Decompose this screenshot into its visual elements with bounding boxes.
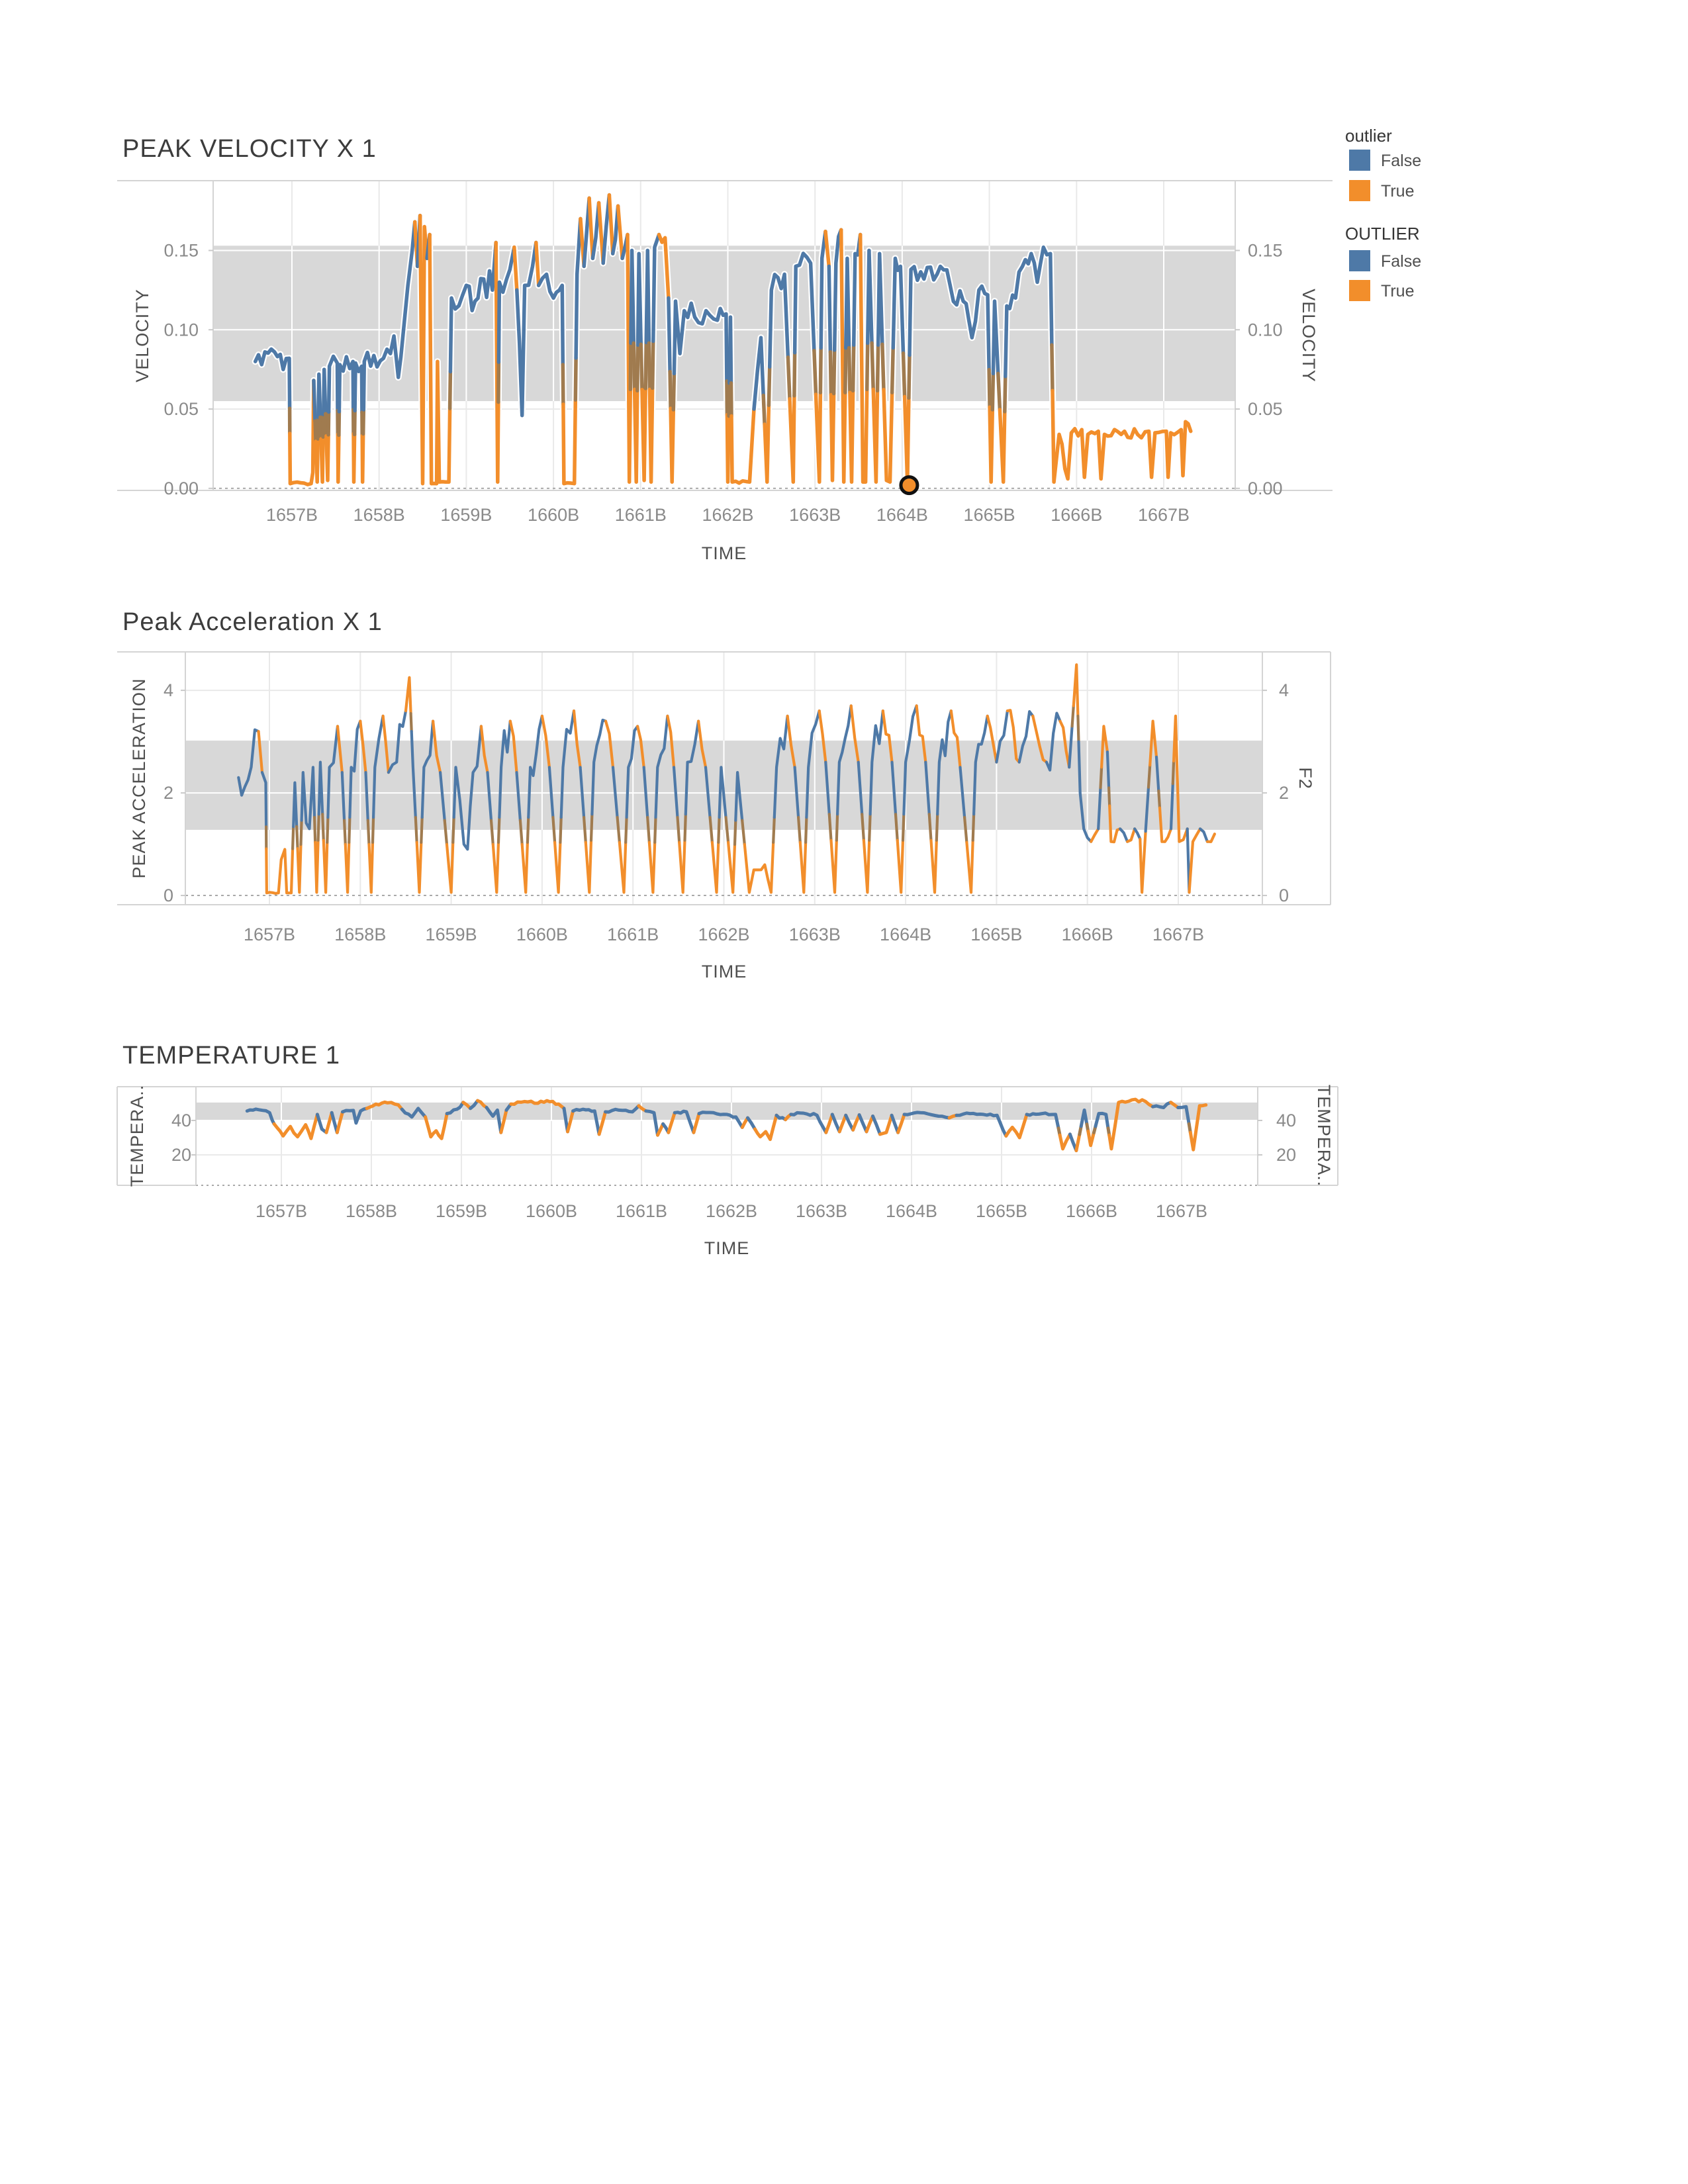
series-segment-blend [416, 817, 417, 842]
series-segment-blend [1173, 761, 1174, 784]
series-segment-blend [1052, 345, 1053, 390]
series-segment-blend [1158, 791, 1160, 808]
y-tick-label-right: 0.15 [1248, 240, 1283, 261]
x-tick-label: 1666B [1051, 505, 1103, 525]
series-segment-true [536, 243, 539, 286]
x-axis-title: TIME [701, 962, 747, 981]
series-segment-blend [450, 372, 451, 409]
series-segment-blend [591, 814, 592, 840]
series-segment-false [631, 250, 633, 343]
y-axis-title-left: TEMPERA.. [127, 1084, 147, 1187]
series-segment-true [898, 841, 903, 893]
series-segment-blend [322, 814, 324, 840]
series-segment-false [1171, 784, 1173, 829]
series-segment-blend [318, 814, 319, 840]
series-segment-true [326, 435, 328, 480]
legend-label[interactable]: False [1381, 252, 1422, 271]
series-segment-blend [630, 343, 631, 389]
series-segment-true [990, 407, 992, 482]
y-tick-label-right: 20 [1276, 1144, 1297, 1165]
series-segment-blend [904, 353, 905, 397]
y-tick-label-left: 0.05 [164, 399, 199, 420]
series-segment-true [905, 396, 909, 483]
series-segment-true [642, 388, 645, 480]
chart-title: Peak Acceleration X 1 [122, 608, 383, 636]
series-segment-true [298, 844, 301, 893]
x-tick-label: 1659B [425, 925, 477, 944]
series-segment-false [1135, 829, 1140, 839]
series-segment-true [864, 841, 869, 893]
series-segment-false [729, 317, 731, 383]
x-tick-label: 1662B [702, 505, 754, 525]
y-tick-label-left: 20 [171, 1144, 191, 1165]
series-segment-blend [1005, 377, 1006, 412]
series-segment-blend [368, 821, 369, 844]
series-segment-blend [731, 383, 732, 416]
x-tick-label: 1663B [789, 505, 841, 525]
y-tick-label-right: 2 [1279, 783, 1289, 803]
series-segment-blend [363, 410, 364, 434]
x-tick-label: 1658B [334, 925, 387, 944]
legend-item-outlier-upper-false[interactable] [1349, 250, 1421, 271]
x-tick-label: 1667B [1155, 1201, 1208, 1221]
legend [1345, 126, 1421, 301]
series-segment-true [1127, 829, 1135, 841]
x-tick-label: 1660B [525, 1201, 578, 1221]
series-segment-blend [575, 358, 576, 400]
series-segment-blend [845, 348, 846, 393]
legend-item-outlier-upper-true[interactable] [1349, 280, 1414, 301]
plot-area-temperature [117, 1084, 1338, 1221]
series-segment-blend [853, 345, 854, 390]
series-segment-true [727, 415, 729, 482]
series-segment-blend [718, 817, 719, 842]
series-segment-blend [327, 817, 328, 842]
series-segment-blend [645, 342, 646, 388]
series-segment-blend [882, 344, 884, 390]
series-segment-blend [315, 421, 316, 441]
series-segment-true [728, 842, 735, 893]
series-segment-blend [520, 821, 522, 844]
x-tick-label: 1665B [970, 925, 1023, 944]
series-segment-true [635, 389, 637, 482]
chart-peak-velocity [117, 135, 1333, 563]
series-segment-blend [678, 817, 680, 842]
legend-label[interactable]: False [1381, 152, 1422, 170]
series-segment-blend [301, 821, 302, 844]
series-segment-true [966, 841, 972, 893]
x-tick-label: 1657B [255, 1201, 308, 1221]
series-segment-blend [421, 817, 422, 842]
series-segment-true [555, 842, 560, 893]
series-segment-blend [673, 373, 674, 410]
x-tick-label: 1659B [435, 1201, 488, 1221]
series-segment-blend [633, 343, 634, 389]
x-tick-label: 1664B [885, 1201, 938, 1221]
y-axis-title-left: VELOCITY [132, 289, 152, 383]
series-segment-blend [820, 348, 821, 393]
series-segment-true [362, 434, 363, 482]
series-segment-blend [1101, 767, 1102, 788]
series-segment-blend [862, 814, 864, 840]
x-tick-label: 1657B [243, 925, 296, 944]
y-tick-label-right: 4 [1279, 680, 1289, 701]
x-tick-label: 1662B [705, 1201, 758, 1221]
series-segment-true [650, 388, 653, 482]
highlighted-point[interactable] [901, 477, 917, 494]
series-segment-blend [320, 418, 321, 439]
series-segment-true [315, 841, 318, 893]
series-segment-blend [830, 352, 831, 395]
series-segment-blend [349, 817, 350, 842]
series-segment-blend [560, 817, 561, 842]
x-tick-label: 1660B [528, 505, 580, 525]
series-segment-blend [903, 814, 904, 840]
series-segment-true [831, 841, 837, 893]
y-tick-label-right: 0.00 [1248, 478, 1283, 498]
y-tick-label-left: 2 [163, 783, 173, 803]
series-segment-blend [867, 343, 868, 389]
series-segment-false [314, 381, 315, 421]
y-tick-label-left: 40 [171, 1110, 191, 1130]
series-segment-blend [929, 814, 931, 840]
series-segment-false [868, 250, 872, 343]
y-axis-title-left: PEAK ACCELERATION [129, 678, 149, 879]
y-tick-label-left: 0.10 [164, 320, 199, 340]
x-tick-label: 1663B [795, 1201, 848, 1221]
series-segment-blend [798, 817, 800, 842]
series-segment-false [669, 298, 670, 371]
series-segment-blend [647, 817, 649, 842]
series-segment-true [1207, 834, 1215, 842]
y-axis-title-right: VELOCITY [1299, 289, 1319, 383]
y-axis-title-right: TEMPERA.. [1314, 1084, 1334, 1187]
series-segment-blend [314, 817, 315, 842]
x-tick-label: 1665B [963, 505, 1015, 525]
x-axis-title: TIME [701, 543, 747, 563]
series-segment-true [316, 439, 318, 482]
series-segment-blend [788, 357, 790, 399]
series-segment-true [1091, 829, 1098, 841]
series-segment-true [353, 434, 355, 482]
x-tick-label: 1666B [1065, 1201, 1118, 1221]
series-segment-true [671, 408, 673, 482]
plot-area-acceleration [117, 652, 1331, 944]
series-segment-false [293, 783, 297, 827]
series-segment-false [1107, 752, 1109, 788]
series-segment-blend [872, 343, 873, 389]
series-segment-true [324, 841, 328, 893]
series-segment-blend [641, 344, 642, 390]
legend-label[interactable]: True [1381, 282, 1415, 300]
series-segment-blend [892, 348, 894, 393]
x-tick-label: 1664B [876, 505, 928, 525]
series-segment-true [679, 841, 684, 893]
x-tick-label: 1657B [265, 505, 318, 525]
y-tick-label-right: 40 [1276, 1110, 1297, 1130]
series-segment-blend [998, 373, 1000, 410]
x-tick-label: 1664B [880, 925, 932, 944]
series-segment-true [563, 400, 575, 484]
x-tick-label: 1660B [516, 925, 568, 944]
series-segment-true [369, 842, 373, 893]
series-segment-blend [773, 817, 774, 842]
x-tick-label: 1665B [975, 1201, 1028, 1221]
series-segment-true [649, 842, 655, 893]
series-segment-true [586, 841, 591, 893]
x-tick-label: 1666B [1061, 925, 1113, 944]
x-tick-label: 1658B [345, 1201, 398, 1221]
y-tick-label-right: 0.05 [1248, 399, 1283, 420]
legend-title-outlier: outlier [1345, 126, 1392, 146]
legend-item-outlier-false[interactable] [1349, 150, 1421, 171]
series-segment-true [873, 389, 877, 482]
series-segment-true [346, 842, 350, 893]
x-tick-label: 1662B [698, 925, 750, 944]
series-segment-blend [411, 713, 412, 731]
legend-label[interactable]: True [1381, 182, 1415, 201]
chart-title: TEMPERATURE 1 [122, 1042, 341, 1069]
series-segment-blend [763, 396, 765, 425]
y-tick-label-left: 0.15 [164, 240, 199, 261]
series-segment-true [447, 842, 453, 893]
series-segment-true [1076, 1134, 1080, 1151]
y-tick-label-left: 0.00 [164, 478, 199, 498]
series-segment-true [417, 842, 422, 893]
series-segment-blend [491, 821, 493, 844]
legend-item-outlier-true[interactable] [1349, 180, 1414, 201]
series-segment-blend [323, 414, 324, 437]
x-tick-label: 1663B [788, 925, 841, 944]
x-tick-label: 1661B [614, 505, 667, 525]
series-segment-true [1190, 829, 1201, 892]
series-segment-blend [896, 814, 898, 840]
chart-peak-acceleration [117, 608, 1331, 981]
series-segment-blend [637, 345, 638, 390]
legend-swatch-true[interactable] [1349, 280, 1370, 301]
x-tick-label: 1667B [1152, 925, 1205, 944]
chart-title: PEAK VELOCITY X 1 [122, 135, 377, 163]
y-tick-label-left: 4 [163, 680, 173, 701]
series-segment-true [266, 849, 293, 893]
series-segment-blend [869, 814, 870, 840]
series-segment-true [493, 842, 498, 893]
series-segment-false [1120, 829, 1127, 841]
y-tick-label-right: 0 [1279, 886, 1289, 906]
series-segment-false [1200, 829, 1207, 841]
series-segment-blend [909, 355, 910, 398]
series-segment-blend [834, 350, 835, 394]
legend-swatch-false[interactable] [1349, 150, 1370, 171]
series-segment-false [324, 369, 326, 414]
series-segment-blend [685, 814, 686, 840]
series-segment-blend [344, 821, 346, 844]
series-segment-true [338, 434, 339, 482]
x-tick-label: 1659B [440, 505, 492, 525]
series-segment-true [745, 842, 773, 893]
series-segment-blend [670, 372, 671, 409]
series-segment-false [638, 253, 641, 345]
series-segment-false [646, 250, 649, 343]
series-segment-true [800, 842, 806, 893]
x-tick-label: 1667B [1137, 505, 1190, 525]
y-tick-label-right: 0.10 [1248, 320, 1283, 340]
series-segment-false [878, 253, 882, 345]
series-segment-blend [328, 412, 329, 435]
series-segment-blend [1072, 705, 1074, 726]
legend-swatch-false[interactable] [1349, 250, 1370, 271]
series-segment-blend [814, 351, 816, 394]
legend-swatch-true[interactable] [1349, 180, 1370, 201]
series-segment-blend [553, 817, 555, 842]
series-segment-true [522, 842, 528, 893]
series-segment-blend [1149, 765, 1150, 787]
series-segment-blend [498, 817, 499, 842]
y-axis-title-right: F2 [1295, 767, 1315, 790]
x-tick-label: 1661B [607, 925, 659, 944]
series-segment-true [831, 394, 833, 480]
series-segment-true [321, 437, 323, 482]
x-axis-title: TIME [704, 1238, 750, 1258]
series-segment-blend [829, 814, 831, 840]
series-segment-false [829, 266, 830, 351]
series-segment-true [406, 678, 411, 713]
series-segment-true [1140, 831, 1145, 892]
series-segment-blend [973, 814, 974, 840]
series-segment-true [850, 390, 853, 482]
legend-title-outlier-upper: OUTLIER [1345, 224, 1420, 244]
series-segment-false [846, 258, 849, 347]
series-segment-blend [339, 412, 340, 435]
chart-temperature [117, 1042, 1338, 1258]
series-segment-blend [584, 817, 586, 842]
x-tick-label: 1658B [353, 505, 405, 525]
x-tick-label: 1661B [615, 1201, 668, 1221]
series-segment-false [318, 374, 320, 417]
series-segment-blend [989, 370, 990, 408]
series-segment-true [931, 841, 937, 893]
series-segment-blend [794, 353, 795, 396]
series-segment-true [1060, 1134, 1070, 1149]
series-segment-true [620, 842, 626, 893]
series-segment-blend [849, 348, 850, 393]
series-segment-blend [992, 373, 993, 410]
series-segment-true [712, 842, 718, 893]
y-tick-label-left: 0 [163, 886, 173, 906]
series-segment-blend [498, 362, 499, 402]
plot-area-velocity [117, 181, 1333, 525]
